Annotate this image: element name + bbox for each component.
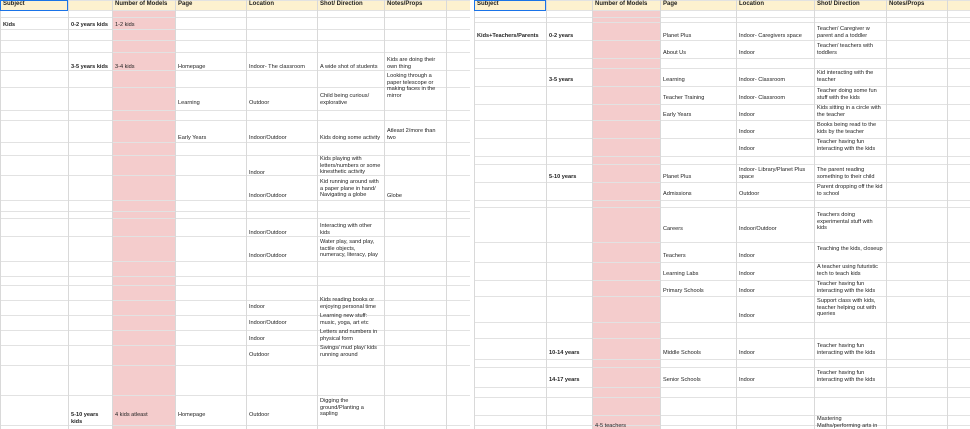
cell-text: Swings/ mud play/ kids running around [320, 345, 377, 358]
cell-text: Kids are doing their own thing [387, 57, 436, 70]
grid-line-v [246, 0, 247, 429]
grid-line-v [446, 0, 447, 429]
grid-line-h [474, 164, 970, 165]
cell-text: Kid interacting with the teacher [817, 70, 874, 83]
column-header[interactable]: Shot/ Direction [320, 1, 363, 7]
cell-text: The parent reading something to their child [817, 167, 875, 180]
cell-text: Indoor [739, 146, 755, 152]
cell-text: Kids sitting in a circle with the teacher [817, 105, 881, 118]
cell-text: Teachers doing experimental stuff with kids [817, 212, 873, 232]
grid-line-h [0, 200, 470, 201]
cell-text: Primary Schools [663, 288, 704, 294]
cell-text: Teacher Training [663, 95, 705, 101]
grid-line-v [317, 0, 318, 429]
cell-text: Indoor [249, 170, 265, 176]
grid-line-h [474, 200, 970, 201]
grid-line-h [474, 156, 970, 157]
cell-text: 10-14 years [549, 350, 580, 356]
cell-text: 4 kids atleast [115, 412, 148, 418]
cell-text: Learning new stuff: music, yoga, art etc [320, 313, 369, 326]
cell-text: Indoor/Outdoor [739, 226, 777, 232]
grid-line-h [474, 68, 970, 69]
grid-line-h [474, 182, 970, 183]
cell-text: Indoor [249, 336, 265, 342]
column-header[interactable]: Location [249, 1, 274, 7]
cell-text: Senior Schools [663, 377, 701, 383]
cell-text: Teacher/ Caregiver w parent and a toddler [817, 26, 870, 39]
grid-line-v [68, 0, 69, 429]
cell-text: Teacher having fun interacting with the kids [817, 370, 876, 383]
grid-line-h [474, 207, 970, 208]
grid-line-h [0, 17, 470, 18]
cell-text: Learning Labs [663, 271, 699, 277]
cell-text: 0-2 years kids [71, 22, 109, 28]
grid-line-h [474, 86, 970, 87]
cell-text: Indoor [739, 313, 755, 319]
cell-text: Indoor [739, 271, 755, 277]
cell-text: Kids [3, 22, 16, 28]
grid-line-h [0, 29, 470, 30]
grid-line-h [0, 345, 470, 346]
left-spreadsheet [0, 0, 470, 429]
cell-text: Careers [663, 226, 683, 232]
cell-text: Indoor/Outdoor [249, 230, 287, 236]
cell-text: A teacher using futuristic tech to teach kids [817, 264, 878, 277]
grid-line-h [0, 330, 470, 331]
grid-line-v [886, 0, 887, 429]
cell-text: Indoor- Library/Planet Plus space [739, 167, 806, 180]
grid-line-v [112, 0, 113, 429]
cell-text: Teacher having fun interacting with the kids [817, 139, 876, 152]
grid-line-h [474, 17, 970, 18]
cell-text: Support class with kids, teacher helping out with queries [817, 298, 877, 318]
column-header[interactable]: Shot/ Direction [817, 1, 860, 7]
cell-text: 3-5 years [549, 77, 574, 83]
cell-text: 5-10 years [549, 174, 577, 180]
cell-text: Digging the ground/Planting a sapling [320, 398, 364, 418]
grid-line-h [474, 242, 970, 243]
cell-text: Indoor/Outdoor [249, 253, 287, 259]
grid-line-h [474, 40, 970, 41]
grid-line-h [0, 365, 470, 366]
grid-line-h [0, 110, 470, 111]
selected-cell[interactable] [0, 0, 68, 11]
grid-line-v [660, 0, 661, 429]
cell-text: 3-5 years kids [71, 64, 109, 70]
cell-text: 3-4 kids [115, 64, 135, 70]
grid-line-h [474, 296, 970, 297]
cell-text: 5-10 years kids [71, 412, 99, 425]
cell-text: 1-2 kids [115, 22, 135, 28]
cell-text: Indoor [739, 350, 755, 356]
selected-cell[interactable] [474, 0, 546, 11]
cell-text: Indoor- Classroom [739, 77, 786, 83]
cell-text: Indoor [739, 377, 755, 383]
grid-line-h [474, 322, 970, 323]
cell-text: Indoor- Caregivers space [739, 33, 802, 39]
column-header[interactable]: Subject [3, 1, 25, 7]
cell-text: Letters and numbers in physical form [320, 329, 378, 342]
cell-text: Teacher/ teachers with toddlers [817, 43, 873, 56]
cell-text: Indoor/Outdoor [249, 135, 287, 141]
column-header[interactable]: Subject [477, 1, 499, 7]
cell-text: Indoor- The classroom [249, 64, 305, 70]
cell-text: About Us [663, 50, 687, 56]
number-of-models-column [112, 10, 175, 429]
cell-text: Teacher having fun interacting with the kids [817, 343, 876, 356]
grid-line-h [474, 104, 970, 105]
cell-text: Learning [178, 100, 200, 106]
grid-line-h [474, 415, 970, 416]
grid-line-v [592, 0, 593, 429]
cell-text: Homepage [178, 64, 206, 70]
grid-line-h [474, 10, 970, 11]
cell-text: Homepage [178, 412, 206, 418]
cell-text: Teacher doing some fun stuff with the kids [817, 88, 877, 101]
grid-line-v [175, 0, 176, 429]
grid-line-h [474, 262, 970, 263]
cell-text: Mastering Maths/performing arts in [817, 416, 878, 429]
cell-text: Parent dropping off the kid to school [817, 184, 883, 197]
grid-line-h [474, 138, 970, 139]
cell-text: Kids playing with letters/numbers or some kinesthetic activity [320, 156, 381, 176]
grid-line-h [0, 395, 470, 396]
cell-text: Teacher having fun interacting with the kids [817, 281, 876, 294]
grid-line-h [0, 120, 470, 121]
cell-text: Planet Plus [663, 174, 692, 180]
cell-text: Atleast 2/more than two [387, 128, 436, 141]
column-header[interactable]: Number of Models [115, 1, 168, 7]
grid-line-h [474, 367, 970, 368]
grid-line-h [474, 397, 970, 398]
cell-text: Learning [663, 77, 685, 83]
cell-text: 14-17 years [549, 377, 580, 383]
cell-text: Globe [387, 193, 402, 199]
grid-line-h [0, 276, 470, 277]
cell-text: Indoor/Outdoor [249, 320, 287, 326]
column-header[interactable]: Number of Models [595, 1, 648, 7]
grid-line-h [474, 387, 970, 388]
grid-line-h [0, 40, 470, 41]
grid-line-h [0, 142, 470, 143]
cell-text: Teaching the kids, closeup [817, 246, 883, 252]
cell-text: Looking through a paper telescope or making faces in the mirror [387, 73, 436, 99]
grid-line-h [0, 300, 470, 301]
cell-text: Early Years [178, 135, 207, 141]
grid-line-h [0, 236, 470, 237]
grid-line-v [474, 0, 475, 429]
cell-text: Indoor [739, 129, 755, 135]
grid-line-h [474, 425, 970, 426]
cell-text: Middle Schools [663, 350, 701, 356]
cell-text: Indoor [739, 112, 755, 118]
cell-text: Indoor [739, 50, 755, 56]
cell-text: Water play, sand play, tactile objects, numeracy, literacy, play [320, 239, 378, 259]
cell-text: Planet Plus [663, 33, 692, 39]
grid-line-h [474, 58, 970, 59]
cell-text: Outdoor [739, 191, 760, 197]
cell-text: Interacting with other kids [320, 223, 372, 236]
grid-line-v [814, 0, 815, 429]
grid-line-h [0, 218, 470, 219]
cell-text: Indoor [249, 304, 265, 310]
cell-text: Outdoor [249, 352, 270, 358]
cell-text: Kids doing some activity [320, 135, 381, 141]
grid-line-v [546, 0, 547, 429]
grid-line-h [474, 120, 970, 121]
column-header[interactable]: Notes/Props [387, 1, 423, 7]
grid-line-v [947, 0, 948, 429]
column-header[interactable]: Notes/Props [889, 1, 925, 7]
cell-text: Child being curious/ explorative [320, 93, 370, 106]
cell-text: Outdoor [249, 412, 270, 418]
column-header[interactable]: Page [663, 1, 678, 7]
grid-line-v [736, 0, 737, 429]
cell-text: Indoor [739, 288, 755, 294]
column-header[interactable]: Location [739, 1, 764, 7]
cell-text: Early Years [663, 112, 692, 118]
cell-text: Admissions [663, 191, 692, 197]
grid-line-h [0, 175, 470, 176]
right-spreadsheet [474, 0, 970, 429]
cell-text: Teachers [663, 253, 686, 259]
grid-line-h [0, 285, 470, 286]
column-header[interactable]: Page [178, 1, 193, 7]
grid-line-h [474, 359, 970, 360]
grid-line-h [474, 22, 970, 23]
grid-line-h [0, 315, 470, 316]
grid-line-h [474, 280, 970, 281]
cell-text: A wide shot of students [320, 64, 378, 70]
cell-text: Kids reading books or enjoying personal time [320, 297, 376, 310]
cell-text: 4-5 teachers [595, 423, 627, 429]
grid-line-v [0, 0, 1, 429]
grid-line-h [0, 155, 470, 156]
grid-line-h [0, 10, 470, 11]
cell-text: Kid running around with a paper plane in hand/ Navigating a globe [320, 179, 379, 199]
cell-text: Indoor- Classroom [739, 95, 786, 101]
cell-text: Outdoor [249, 100, 270, 106]
cell-text: Kids+Teachers/Parents [477, 33, 539, 39]
cell-text: 0-2 years [549, 33, 574, 39]
cell-text: Books being read to the kids by the teacher [817, 122, 877, 135]
grid-line-h [0, 211, 470, 212]
cell-text: Indoor/Outdoor [249, 193, 287, 199]
grid-line-h [0, 261, 470, 262]
grid-line-h [0, 52, 470, 53]
grid-line-v [384, 0, 385, 429]
cell-text: Indoor [739, 253, 755, 259]
grid-line-h [474, 338, 970, 339]
